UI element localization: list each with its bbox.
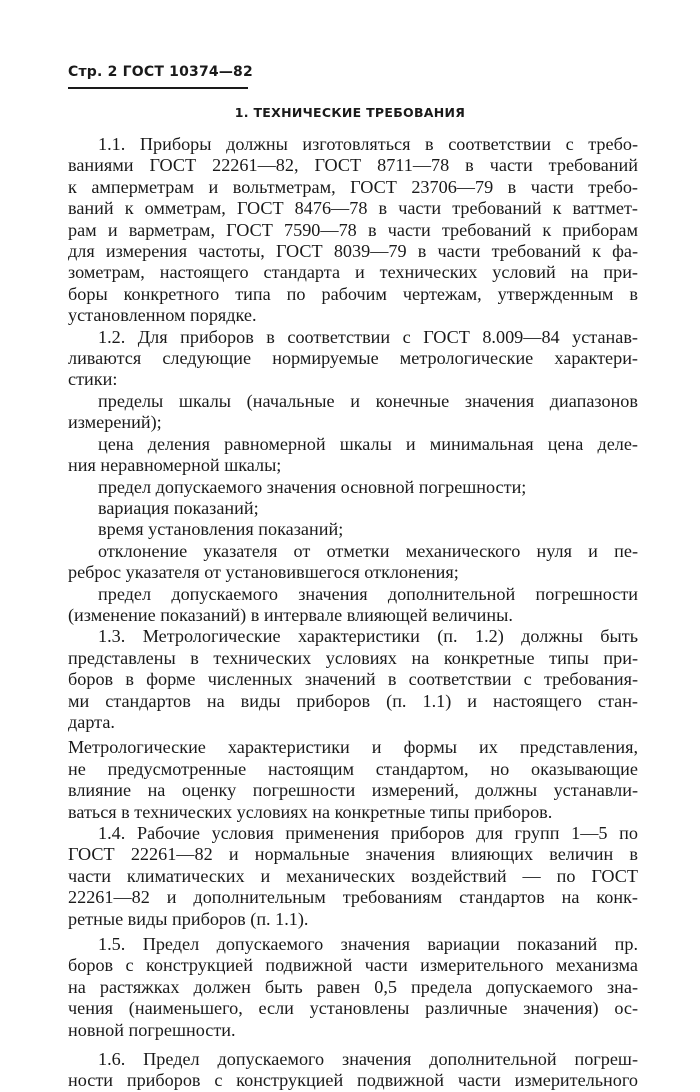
text-line: (изменение показаний) в интервале влияющей величины. bbox=[68, 604, 513, 625]
text-line: ваться в технических условиях на конкретные типы приборов. bbox=[68, 801, 553, 822]
paragraph-1-6 bbox=[68, 1049, 638, 1092]
list-item-zero-deviation bbox=[68, 541, 638, 584]
list-item-basic-error bbox=[68, 477, 638, 498]
text-line: 1.6. Предел допускаемого значения дополнительной погреш- bbox=[98, 1049, 638, 1070]
text-line: чения (наименьшего, если установлены различные значения) ос- bbox=[68, 998, 638, 1019]
text-line: отклонение указателя от отметки механического нуля и пе- bbox=[98, 540, 638, 561]
text-line: части климатических и механических воздействий — по ГОСТ bbox=[68, 865, 638, 886]
text-line: не предусмотренные настоящим стандартом, но оказывающие bbox=[68, 758, 638, 779]
text-line: 1.5. Предел допускаемого значения вариации показаний пр. bbox=[98, 934, 638, 955]
text-line: к амперметрам и вольтметрам, ГОСТ 23706—79 в части требо- bbox=[68, 176, 638, 197]
list-item-settling-time bbox=[68, 519, 638, 540]
body-text bbox=[68, 134, 638, 1092]
text-line: влияние на оценку погрешности измерений, должны устанавли- bbox=[68, 780, 638, 801]
text-line: ваниями ГОСТ 22261—82, ГОСТ 8711—78 в части требований bbox=[68, 155, 638, 176]
running-header: Стр. 2 ГОСТ 10374—82 bbox=[68, 64, 253, 80]
text-line: боры конкретного типа по рабочим чертежам, утвержденным в bbox=[68, 283, 638, 304]
list-item-scale-limits bbox=[68, 391, 638, 434]
text-line: новной погрешности. bbox=[68, 1019, 236, 1040]
text-line: Метрологические характеристики и формы их представления, bbox=[68, 737, 638, 758]
text-line: представлены в технических условиях на конкретные типы при- bbox=[68, 647, 638, 668]
paragraph-1-3 bbox=[68, 626, 638, 733]
text-line: ваний к омметрам, ГОСТ 8476—78 в части требований к ваттмет- bbox=[68, 198, 638, 219]
list-item-additional-error bbox=[68, 584, 638, 627]
text-line: боров в форме численных значений в соответствии с требования- bbox=[68, 669, 638, 690]
text-line: рам и варметрам, ГОСТ 7590—78 в части требований к приборам bbox=[68, 219, 638, 240]
list-item-variation bbox=[68, 498, 638, 519]
text-line: 1.3. Метрологические характеристики (п. 1.2) должны быть bbox=[98, 626, 638, 647]
paragraph-1-4 bbox=[68, 823, 638, 930]
text-line: зометрам, настоящего стандарта и технических условий на при- bbox=[68, 262, 638, 283]
text-line: ГОСТ 22261—82 и нормальные значения влияющих величин в bbox=[68, 844, 638, 865]
text-line: вариация показаний; bbox=[98, 497, 259, 518]
text-line: реброс указателя от установившегося отклонения; bbox=[68, 562, 459, 583]
text-line: 1.4. Рабочие условия применения приборов для групп 1—5 по bbox=[98, 823, 638, 843]
text-line: предел допускаемого значения основной погрешности; bbox=[98, 476, 527, 497]
text-line: боров с конструкцией подвижной части измерительного механизма bbox=[68, 955, 638, 976]
text-line: стики: bbox=[68, 369, 118, 390]
paragraph-1-1 bbox=[68, 134, 638, 327]
text-line: ливаются следующие нормируемые метрологические характери- bbox=[68, 348, 638, 369]
text-line: цена деления равномерной шкалы и минимальная цена деле- bbox=[98, 433, 638, 454]
text-line: 1.1. Приборы должны изготовляться в соответствии с требо- bbox=[98, 134, 638, 154]
paragraph-1-3-continued bbox=[68, 737, 638, 823]
text-line: ности приборов с конструкцией подвижной части измерительного bbox=[68, 1070, 638, 1091]
text-line: ми стандартов на виды приборов (п. 1.1) и настоящего стан- bbox=[68, 690, 638, 711]
text-line: предел допускаемого значения дополнительной погрешности bbox=[98, 583, 638, 604]
text-line: время установления показаний; bbox=[98, 519, 344, 540]
section-title: 1. ТЕХНИЧЕСКИЕ ТРЕБОВАНИЯ bbox=[234, 105, 466, 120]
header-rule bbox=[68, 87, 248, 89]
list-item-scale-division bbox=[68, 434, 638, 477]
text-line: дарта. bbox=[68, 711, 115, 732]
text-line: на растяжках должен быть равен 0,5 предела допускаемого зна- bbox=[68, 976, 638, 997]
paragraph-1-5 bbox=[68, 934, 638, 1041]
paragraph-1-2 bbox=[68, 327, 638, 391]
text-line: ния неравномерной шкалы; bbox=[68, 455, 282, 476]
text-line: измерений); bbox=[68, 412, 162, 433]
text-line: 22261—82 и дополнительным требованиям стандартов на конк- bbox=[68, 887, 638, 908]
text-line: для измерения частоты, ГОСТ 8039—79 в части требований к фа- bbox=[68, 241, 638, 262]
text-line: пределы шкалы (начальные и конечные значения диапазонов bbox=[98, 390, 638, 411]
text-line: установленном порядке. bbox=[68, 305, 257, 326]
text-line: 1.2. Для приборов в соответствии с ГОСТ 8.009—84 устанав- bbox=[98, 326, 638, 347]
text-line: ретные виды приборов (п. 1.1). bbox=[68, 908, 309, 929]
